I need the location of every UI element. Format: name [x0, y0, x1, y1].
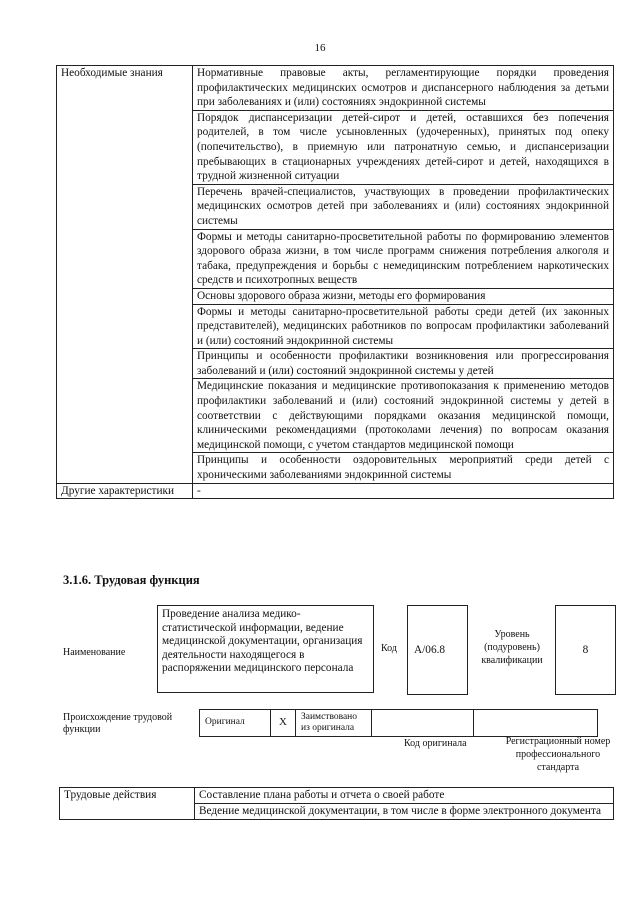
function-name-box: Проведение анализа медико-статистической информации, ведение медицинской документации, организация деятельности находящегося в распоряжении медицинского персонала [157, 605, 374, 693]
origin-original-cell: Оригинал [200, 710, 271, 737]
origin-label: Происхождение трудовой функции [63, 712, 173, 735]
name-label: Наименование [63, 647, 126, 658]
knowledge-item: Формы и методы санитарно-просветительной работы среди детей (их законных представителей), медицинских работников по вопросам профилактики заболеваний и (или) состояний эндокринной системы [193, 304, 614, 349]
origin-borrowed-cell: Заимствовано из оригинала [296, 710, 372, 737]
reg-number-label: Регистрационный номер профессионального стандарта [505, 736, 611, 773]
section-title: 3.1.6. Трудовая функция [63, 573, 200, 587]
actions-table [59, 787, 614, 820]
knowledge-item: Перечень врачей-специалистов, участвующих в проведении профилактических медицинских осмотров детей при заболеваниях и (или) состояниях эндокринной системы [193, 184, 614, 229]
origin-mark: X [271, 710, 296, 737]
code-box [407, 605, 468, 695]
reg-number-cell [474, 710, 598, 737]
knowledge-item: Принципы и особенности оздоровительных мероприятий среди детей с хроническими заболеваниями эндокринной системы [193, 453, 614, 483]
other-characteristics-value: - [193, 483, 614, 499]
knowledge-table [56, 65, 614, 499]
code-label: Код [381, 643, 397, 654]
code-original-label: Код оригинала [404, 738, 467, 749]
knowledge-item: Принципы и особенности профилактики возникновения или прогрессирования заболеваний и (или) состояний эндокринной системы у детей [193, 349, 614, 379]
level-value: 8 [582, 644, 589, 656]
knowledge-label: Необходимые знания [57, 66, 193, 484]
level-box [555, 605, 616, 695]
actions-label: Трудовые действия [60, 788, 195, 820]
knowledge-item: Нормативные правовые акты, регламентирующие порядки проведения профилактических медицинских осмотров и диспансерного наблюдения за детьми при заболеваниях и (или) состояниях эндокринной системы [193, 66, 614, 111]
qualification-level-label: Уровень (подуровень) квалификации [481, 629, 543, 666]
knowledge-item: Медицинские показания и медицинские противопоказания к применению методов профилактики заболеваний и (или) состояний эндокринной системы у детей в соответствии с действующими порядками оказания медицинской помощи, клиническими рекомендациями (протоколами лечения) по вопросам оказания медицинской помощи, с учетом стандартов медицинской помощи [193, 379, 614, 453]
origin-table [199, 709, 598, 737]
knowledge-item: Порядок диспансеризации детей-сирот и детей, оставшихся без попечения родителей, в том числе усыновленных (удочеренных), принятых под опеку (попечительство), в приемную или патронатную семью, и диспансеризации пребывающих в стационарных учреждениях детей-сирот и детей, находящихся в трудной жизненной ситуации [193, 110, 614, 184]
code-original-cell [372, 710, 474, 737]
code-value: А/06.8 [414, 644, 446, 656]
other-characteristics-label: Другие характеристики [57, 483, 193, 499]
action-item: Ведение медицинской документации, в том числе в форме электронного документа [195, 804, 614, 820]
knowledge-item: Основы здорового образа жизни, методы его формирования [193, 288, 614, 304]
action-item: Составление плана работы и отчета о своей работе [195, 788, 614, 804]
page-number: 16 [314, 42, 326, 54]
knowledge-item: Формы и методы санитарно-просветительной работы по формированию элементов здорового образа жизни, в том числе программ снижения потребления алкоголя и табака, предупреждения и борьбы с немедицинским потреблением наркотических средств и психотропных веществ [193, 229, 614, 288]
